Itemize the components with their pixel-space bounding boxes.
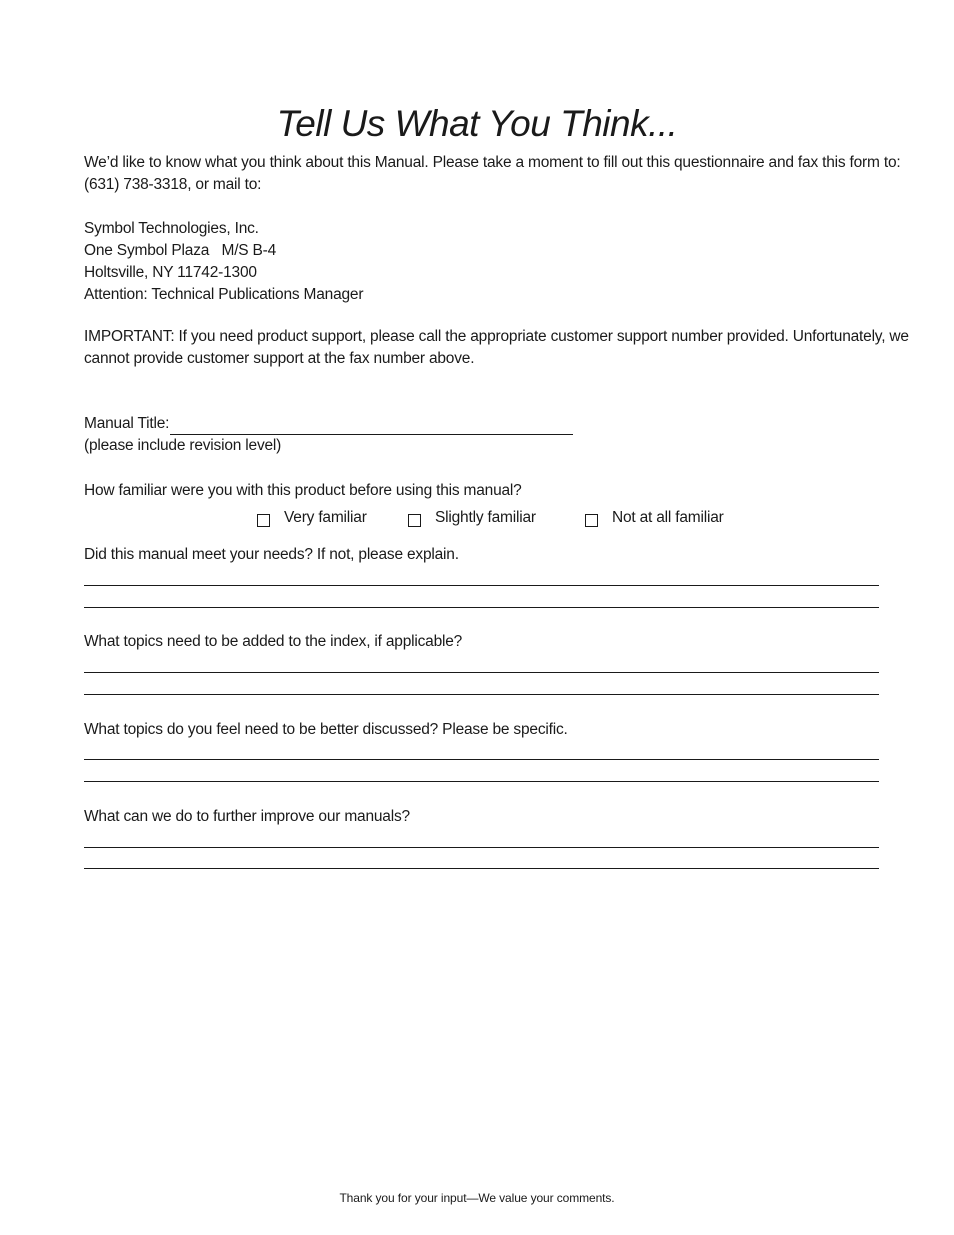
manual-title-input-line[interactable] bbox=[170, 417, 573, 435]
index-answer-line-2[interactable] bbox=[84, 694, 879, 695]
topics-question: What topics do you feel need to be better discussed? Please be specific. bbox=[84, 721, 568, 738]
footer-thank-you: Thank you for your input—We value your comments. bbox=[339, 1191, 615, 1205]
familiarity-question: How familiar were you with this product before using this manual? bbox=[84, 482, 522, 499]
address-line-street: One Symbol Plaza M/S B-4 bbox=[84, 242, 277, 259]
needs-question: Did this manual meet your needs? If not, please explain. bbox=[84, 546, 459, 563]
topics-answer-line-2[interactable] bbox=[84, 781, 879, 782]
slightly-familiar-label: Slightly familiar bbox=[435, 509, 536, 526]
address-line-company: Symbol Technologies, Inc. bbox=[84, 220, 259, 237]
page-title: Tell Us What You Think... bbox=[276, 103, 678, 144]
index-question: What topics need to be added to the index, if applicable? bbox=[84, 633, 463, 650]
option-not-at-all-familiar[interactable] bbox=[585, 507, 724, 529]
address-line-attention: Attention: Technical Publications Manager bbox=[84, 286, 364, 303]
very-familiar-checkbox[interactable] bbox=[257, 514, 270, 527]
improve-question: What can we do to further improve our manuals? bbox=[84, 808, 410, 825]
option-slightly-familiar[interactable] bbox=[408, 507, 536, 529]
not-at-all-familiar-label: Not at all familiar bbox=[612, 509, 724, 526]
intro-paragraph: We’d like to know what you think about this Manual. Please take a moment to fill out this questionnaire and fax this form to: (631) 738-3318, or mail to: bbox=[84, 154, 901, 193]
index-answer-line-1[interactable] bbox=[84, 672, 879, 673]
address-line-city: Holtsville, NY 11742-1300 bbox=[84, 264, 257, 281]
manual-title-label: Manual Title: bbox=[84, 415, 170, 432]
revision-level-note: (please include revision level) bbox=[84, 437, 282, 454]
topics-answer-line-1[interactable] bbox=[84, 759, 879, 760]
slightly-familiar-checkbox[interactable] bbox=[408, 514, 421, 527]
improve-answer-line-1[interactable] bbox=[84, 847, 879, 848]
not-at-all-familiar-checkbox[interactable] bbox=[585, 514, 598, 527]
option-very-familiar[interactable] bbox=[257, 507, 367, 529]
improve-answer-line-2[interactable] bbox=[84, 868, 879, 869]
manual-title-field bbox=[84, 413, 573, 435]
important-notice: IMPORTANT: If you need product support, please call the appropriate customer support number provided. Unfortunately, we cannot provide customer support at the fax number above. bbox=[84, 328, 909, 367]
very-familiar-label: Very familiar bbox=[284, 509, 367, 526]
needs-answer-line-2[interactable] bbox=[84, 607, 879, 608]
needs-answer-line-1[interactable] bbox=[84, 585, 879, 586]
mailing-address bbox=[84, 218, 914, 306]
